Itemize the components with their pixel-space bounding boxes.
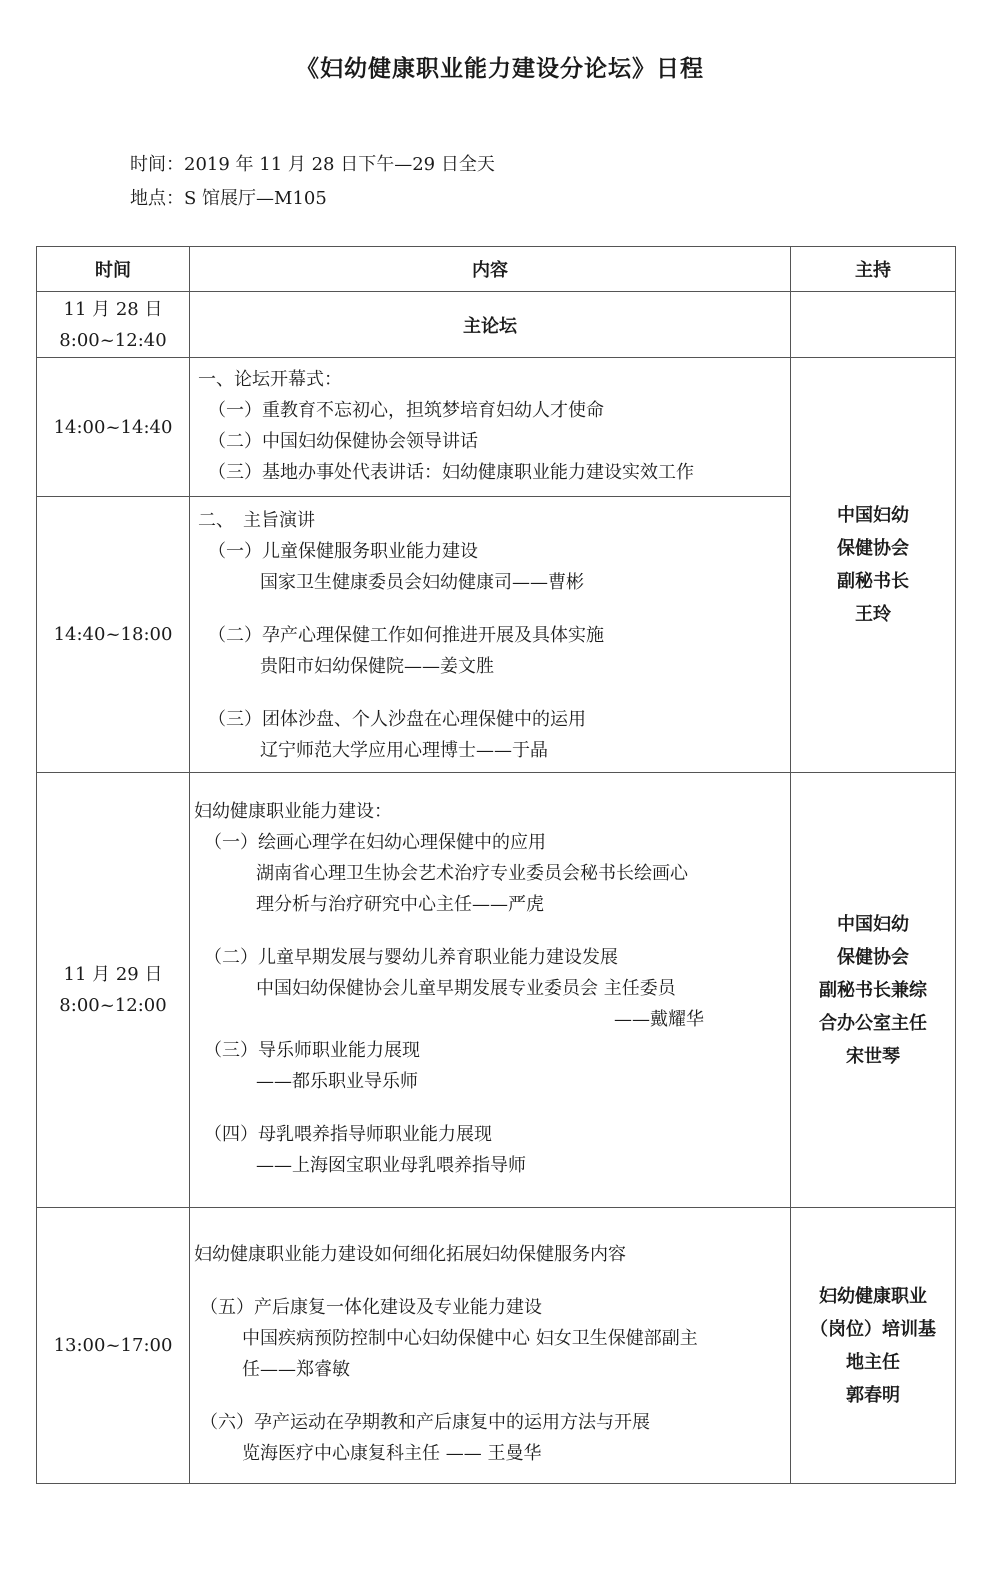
time-line: 8:00~12:40 [59, 329, 167, 351]
list-item: （三）基地办事处代表讲话：妇幼健康职业能力建设实效工作 [208, 462, 694, 483]
content-cell [190, 773, 791, 1208]
host-line: 合办公室主任 [819, 1012, 927, 1034]
speaker-line: 辽宁师范大学应用心理博士——于晶 [260, 740, 548, 761]
meta-place-value: S 馆展厅—M105 [184, 188, 327, 209]
time-cell: 14:00~14:40 [37, 358, 190, 497]
list-item: （一）重教育不忘初心，担筑梦培育妇幼人才使命 [208, 400, 604, 421]
header-time: 时间 [37, 247, 190, 292]
host-line: 中国妇幼 [837, 913, 909, 935]
time-cell: 14:40~18:00 [37, 497, 190, 773]
speaker-line: 理分析与治疗研究中心主任——严虎 [256, 893, 544, 915]
speaker-line: 览海医疗中心康复科主任 —— 王曼华 [242, 1442, 542, 1464]
speaker-line: ——戴耀华 [614, 1008, 704, 1030]
host-cell-empty [791, 292, 956, 358]
host-cell [791, 773, 956, 1208]
schedule-table [36, 246, 956, 1484]
time-cell: 13:00~17:00 [37, 1208, 190, 1484]
host-line: 保健协会 [837, 946, 909, 968]
table-row [37, 292, 956, 358]
list-item: （六）孕产运动在孕期教和产后康复中的运用方法与开展 [200, 1411, 650, 1433]
table-row [37, 773, 956, 1208]
speaker-line: 任——郑睿敏 [242, 1358, 350, 1380]
speaker-line: 国家卫生健康委员会妇幼健康司——曹彬 [260, 572, 584, 593]
section-heading: 妇幼健康职业能力建设： [194, 800, 392, 822]
meta-time [130, 150, 495, 176]
speaker-line: 贵阳市妇幼保健院——姜文胜 [260, 656, 494, 677]
header-host: 主持 [791, 247, 956, 292]
list-item: （一）绘画心理学在妇幼心理保健中的应用 [204, 831, 546, 853]
host-line: 副秘书长兼综 [819, 979, 927, 1001]
time-line: 11 月 29 日 [63, 964, 163, 985]
content-cell: 主论坛 [190, 292, 791, 358]
meta-time-value: 2019 年 11 月 28 日下午—29 日全天 [184, 154, 495, 175]
content-cell [190, 1208, 791, 1484]
time-cell [37, 773, 190, 1208]
speaker-line: 湖南省心理卫生协会艺术治疗专业委员会秘书长绘画心 [256, 862, 688, 884]
host-line: 妇幼健康职业 [819, 1285, 927, 1307]
list-item: （三）导乐师职业能力展现 [204, 1039, 420, 1061]
host-line: 宋世琴 [846, 1045, 900, 1067]
list-item: （二）儿童早期发展与婴幼儿养育职业能力建设发展 [204, 946, 618, 968]
meta-place-label: 地点： [130, 188, 184, 209]
host-cell [791, 358, 956, 773]
list-item: （一）儿童保健服务职业能力建设 [208, 541, 478, 562]
list-item: （四）母乳喂养指导师职业能力展现 [204, 1123, 492, 1145]
host-line: 副秘书长 [837, 571, 909, 592]
host-line: 王玲 [855, 604, 891, 625]
speaker-line: ——上海囡宝职业母乳喂养指导师 [256, 1154, 526, 1176]
list-item: （三）团体沙盘、个人沙盘在心理保健中的运用 [208, 709, 586, 730]
list-item: （五）产后康复一体化建设及专业能力建设 [200, 1296, 542, 1318]
time-line: 11 月 28 日 [63, 298, 163, 320]
section-heading: 妇幼健康职业能力建设如何细化拓展妇幼保健服务内容 [194, 1243, 626, 1265]
header-row [37, 247, 956, 292]
list-item: （二）孕产心理保健工作如何推进开展及具体实施 [208, 625, 604, 646]
speaker-line: 中国妇幼保健协会儿童早期发展专业委员会 主任委员 [256, 977, 676, 999]
speaker-line: 中国疾病预防控制中心妇幼保健中心 妇女卫生保健部副主 [242, 1327, 698, 1349]
host-line: 保健协会 [837, 538, 909, 559]
header-content: 内容 [190, 247, 791, 292]
host-line: （岗位）培训基 [810, 1318, 936, 1340]
table-row [37, 358, 956, 497]
time-line: 8:00~12:00 [59, 995, 167, 1016]
list-item: （二）中国妇幼保健协会领导讲话 [208, 431, 478, 452]
table-row [37, 1208, 956, 1484]
content-cell [190, 497, 791, 773]
time-cell [37, 292, 190, 358]
host-cell [791, 1208, 956, 1484]
speaker-line: ——都乐职业导乐师 [256, 1070, 418, 1092]
page-title: 《妇幼健康职业能力建设分论坛》日程 [296, 55, 704, 82]
host-line: 郭春明 [846, 1384, 900, 1406]
meta-time-label: 时间： [130, 154, 184, 175]
section-heading: 二、 主旨演讲 [198, 510, 315, 531]
content-cell [190, 358, 791, 497]
host-line: 中国妇幼 [837, 505, 909, 526]
section-heading: 一、论坛开幕式： [198, 369, 342, 390]
meta-place [130, 184, 327, 210]
host-line: 地主任 [846, 1351, 900, 1373]
